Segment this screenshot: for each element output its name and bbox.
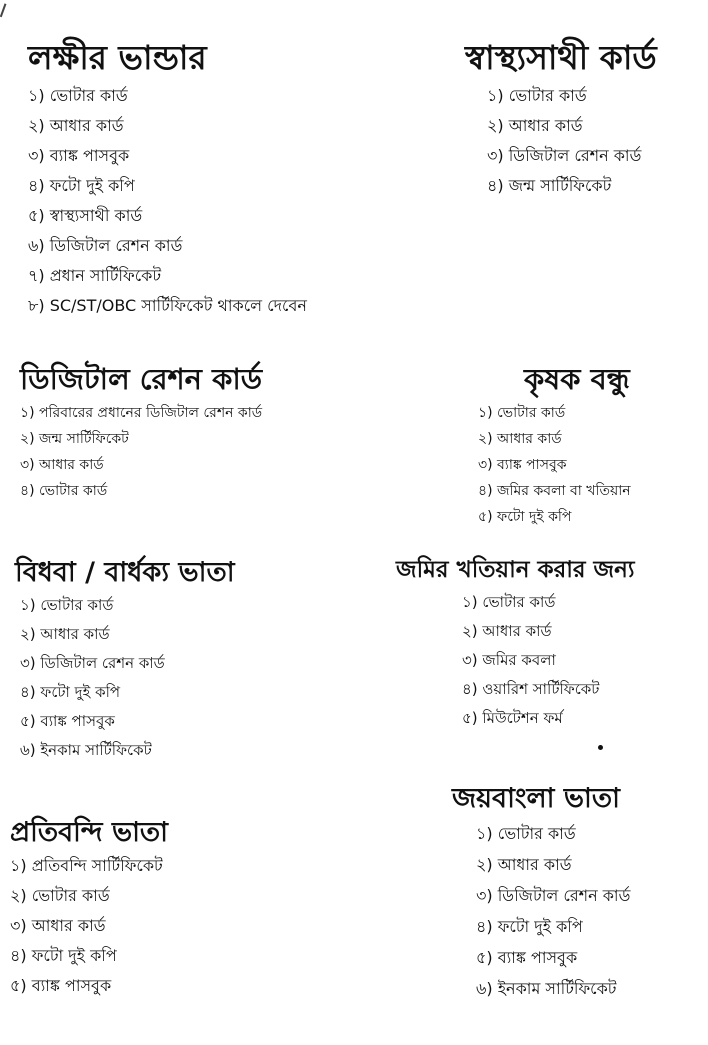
section-jomir-khatiyan xyxy=(396,558,635,740)
list-item: ৩) আধার কার্ড xyxy=(20,456,104,473)
list-item: ৩) ডিজিটাল রেশন কার্ড xyxy=(476,885,631,905)
list-item: ২) আধার কার্ড xyxy=(28,116,124,136)
list-item: ৫) ফটো দুই কপি xyxy=(478,508,572,525)
list-item: ২) ভোটার কার্ড xyxy=(10,885,110,905)
list-item: ৪) ফটো দুই কপি xyxy=(476,916,583,936)
list-item: ৪) ওয়ারিশ সার্টিফিকেট xyxy=(462,680,600,699)
list-item: ৬) ইনকাম সার্টিফিকেট xyxy=(20,740,152,759)
list-item: ৩) ব্যাঙ্ক পাসবুক xyxy=(28,146,130,166)
list-item: ২) আধার কার্ড xyxy=(462,622,552,641)
list-item: ৬) ডিজিটাল রেশন কার্ড xyxy=(28,236,183,256)
list-item: ১) ভোটার কার্ড xyxy=(478,404,566,421)
list-item: ৫) ব্যাঙ্ক পাসবুক xyxy=(476,947,578,967)
list-item: ১) ভোটার কার্ড xyxy=(462,593,556,612)
section-title: জমির খতিয়ান করার জন্য xyxy=(396,557,635,583)
list-item: ৩) আধার কার্ড xyxy=(10,915,106,935)
section-digital-ration xyxy=(20,364,262,510)
ink-dot xyxy=(598,745,603,750)
list-item: ৫) ব্যাঙ্ক পাসবুক xyxy=(10,975,112,995)
list-item: ১) প্রতিবন্দি সার্টিফিকেট xyxy=(10,855,163,875)
list-item: ৫) স্বাস্থ্যসাথী কার্ড xyxy=(28,206,143,226)
list-item: ৬) ইনকাম সার্টিফিকেট xyxy=(476,978,617,998)
list-item: ৩) ডিজিটাল রেশন কার্ড xyxy=(20,653,165,672)
list-item: ২) আধার কার্ড xyxy=(478,430,562,447)
section-title: লক্ষীর ভান্ডার xyxy=(28,38,207,77)
list-item: ৮) SC/ST/OBC সার্টিফিকেট থাকলে দেবেন xyxy=(28,296,307,316)
list-item: ৪) জন্ম সার্টিফিকেট xyxy=(487,176,612,196)
list-item: ২) আধার কার্ড xyxy=(487,116,583,136)
list-item: ৪) জমির কবলা বা খতিয়ান xyxy=(478,482,631,499)
list-item: ৩) ডিজিটাল রেশন কার্ড xyxy=(487,146,642,166)
section-title: বিধবা / বার্ধক্য ভাতা xyxy=(15,557,235,588)
list-item: ৪) ফটো দুই কপি xyxy=(28,176,135,196)
section-pratibandhi xyxy=(10,818,168,1008)
list-item: ৪) ফটো দুই কপি xyxy=(10,945,117,965)
section-swasthya-sathi xyxy=(465,40,657,208)
section-title: প্রতিবন্দি ভাতা xyxy=(10,817,168,848)
list-item: ১) ভোটার কার্ড xyxy=(20,595,114,614)
section-title: জয়বাংলা ভাতা xyxy=(452,783,620,814)
section-krishak-bandhu xyxy=(478,364,631,536)
section-title: ডিজিটাল রেশন কার্ড xyxy=(20,362,263,396)
list-item: ৭) প্রধান সার্টিফিকেট xyxy=(28,266,162,286)
list-item: ১) ভোটার কার্ড xyxy=(487,86,587,106)
list-item: ১) পরিবারের প্রধানের ডিজিটাল রেশন কার্ড xyxy=(20,404,263,421)
list-item: ১) ভোটার কার্ড xyxy=(476,823,576,843)
section-title: স্বাস্থ্যসাথী কার্ড xyxy=(465,38,657,77)
list-item: ২) আধার কার্ড xyxy=(476,854,572,874)
list-item: ৩) জমির কবলা xyxy=(462,651,556,670)
section-title: কৃষক বন্ধু xyxy=(524,362,630,396)
list-item: ৫) ব্যাঙ্ক পাসবুক xyxy=(20,711,115,730)
section-jaibangla xyxy=(452,784,630,1012)
list-item: ৩) ব্যাঙ্ক পাসবুক xyxy=(478,456,567,473)
section-bidhaba-bardhakya xyxy=(15,558,235,772)
list-item: ৪) ভোটার কার্ড xyxy=(20,482,108,499)
corner-mark xyxy=(0,3,10,18)
list-item: ১) ভোটার কার্ড xyxy=(28,86,128,106)
list-item: ৫) মিউটেশন ফর্ম xyxy=(462,709,563,728)
list-item: ৪) ফটো দুই কপি xyxy=(20,682,121,701)
list-item: ২) জন্ম সার্টিফিকেট xyxy=(20,430,129,447)
section-lakshmir-bhandar xyxy=(28,40,307,328)
list-item: ২) আধার কার্ড xyxy=(20,624,110,643)
